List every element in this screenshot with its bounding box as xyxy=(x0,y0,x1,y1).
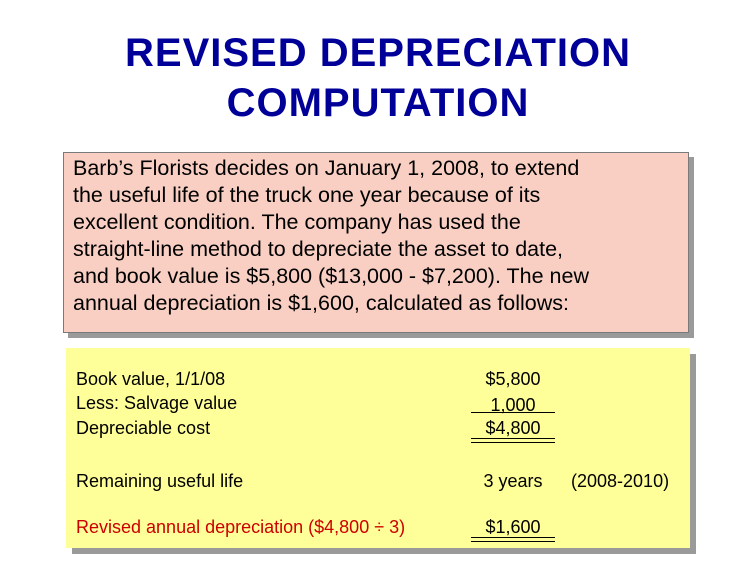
title-line-1: REVISED DEPRECIATION xyxy=(125,31,631,75)
salvage-value-label: Less: Salvage value xyxy=(76,393,238,413)
salvage-value-amount: 1,000 xyxy=(490,395,536,415)
salvage-underline xyxy=(471,412,555,413)
intro-line-3: excellent condition. The company has used the xyxy=(73,210,521,234)
remaining-life-label: Remaining useful life xyxy=(76,471,244,491)
intro-paragraph xyxy=(73,155,683,317)
revised-depreciation-amount: $1,600 xyxy=(485,517,541,537)
intro-box xyxy=(63,152,689,333)
intro-line-2: the useful life of the truck one year because of its xyxy=(73,183,541,207)
depreciable-cost-double-underline-bottom xyxy=(471,442,555,443)
book-value-amount: $5,800 xyxy=(485,369,541,389)
depreciable-cost-double-underline-top xyxy=(471,438,555,439)
computation-box xyxy=(66,348,690,548)
depreciable-cost-amount: $4,800 xyxy=(485,418,541,438)
intro-line-1: Barb’s Florists decides on January 1, 2008, to extend xyxy=(73,156,580,180)
remaining-life-period: (2008-2010) xyxy=(571,471,670,491)
remaining-life-amount: 3 years xyxy=(483,471,543,491)
intro-line-5: and book value is $5,800 ($13,000 - $7,200). The new xyxy=(73,264,589,288)
depreciable-cost-label: Depreciable cost xyxy=(76,418,211,438)
book-value-label: Book value, 1/1/08 xyxy=(76,369,226,389)
intro-line-4: straight-line method to depreciate the asset to date, xyxy=(73,237,564,261)
revised-depreciation-double-underline-bottom xyxy=(471,541,555,542)
title-line-2: COMPUTATION xyxy=(226,81,530,125)
intro-line-6: annual depreciation is $1,600, calculated as follows: xyxy=(73,291,570,315)
slide-title xyxy=(0,28,756,128)
revised-depreciation-label: Revised annual depreciation ($4,800 ÷ 3) xyxy=(76,517,406,537)
revised-depreciation-double-underline-top xyxy=(471,537,555,538)
